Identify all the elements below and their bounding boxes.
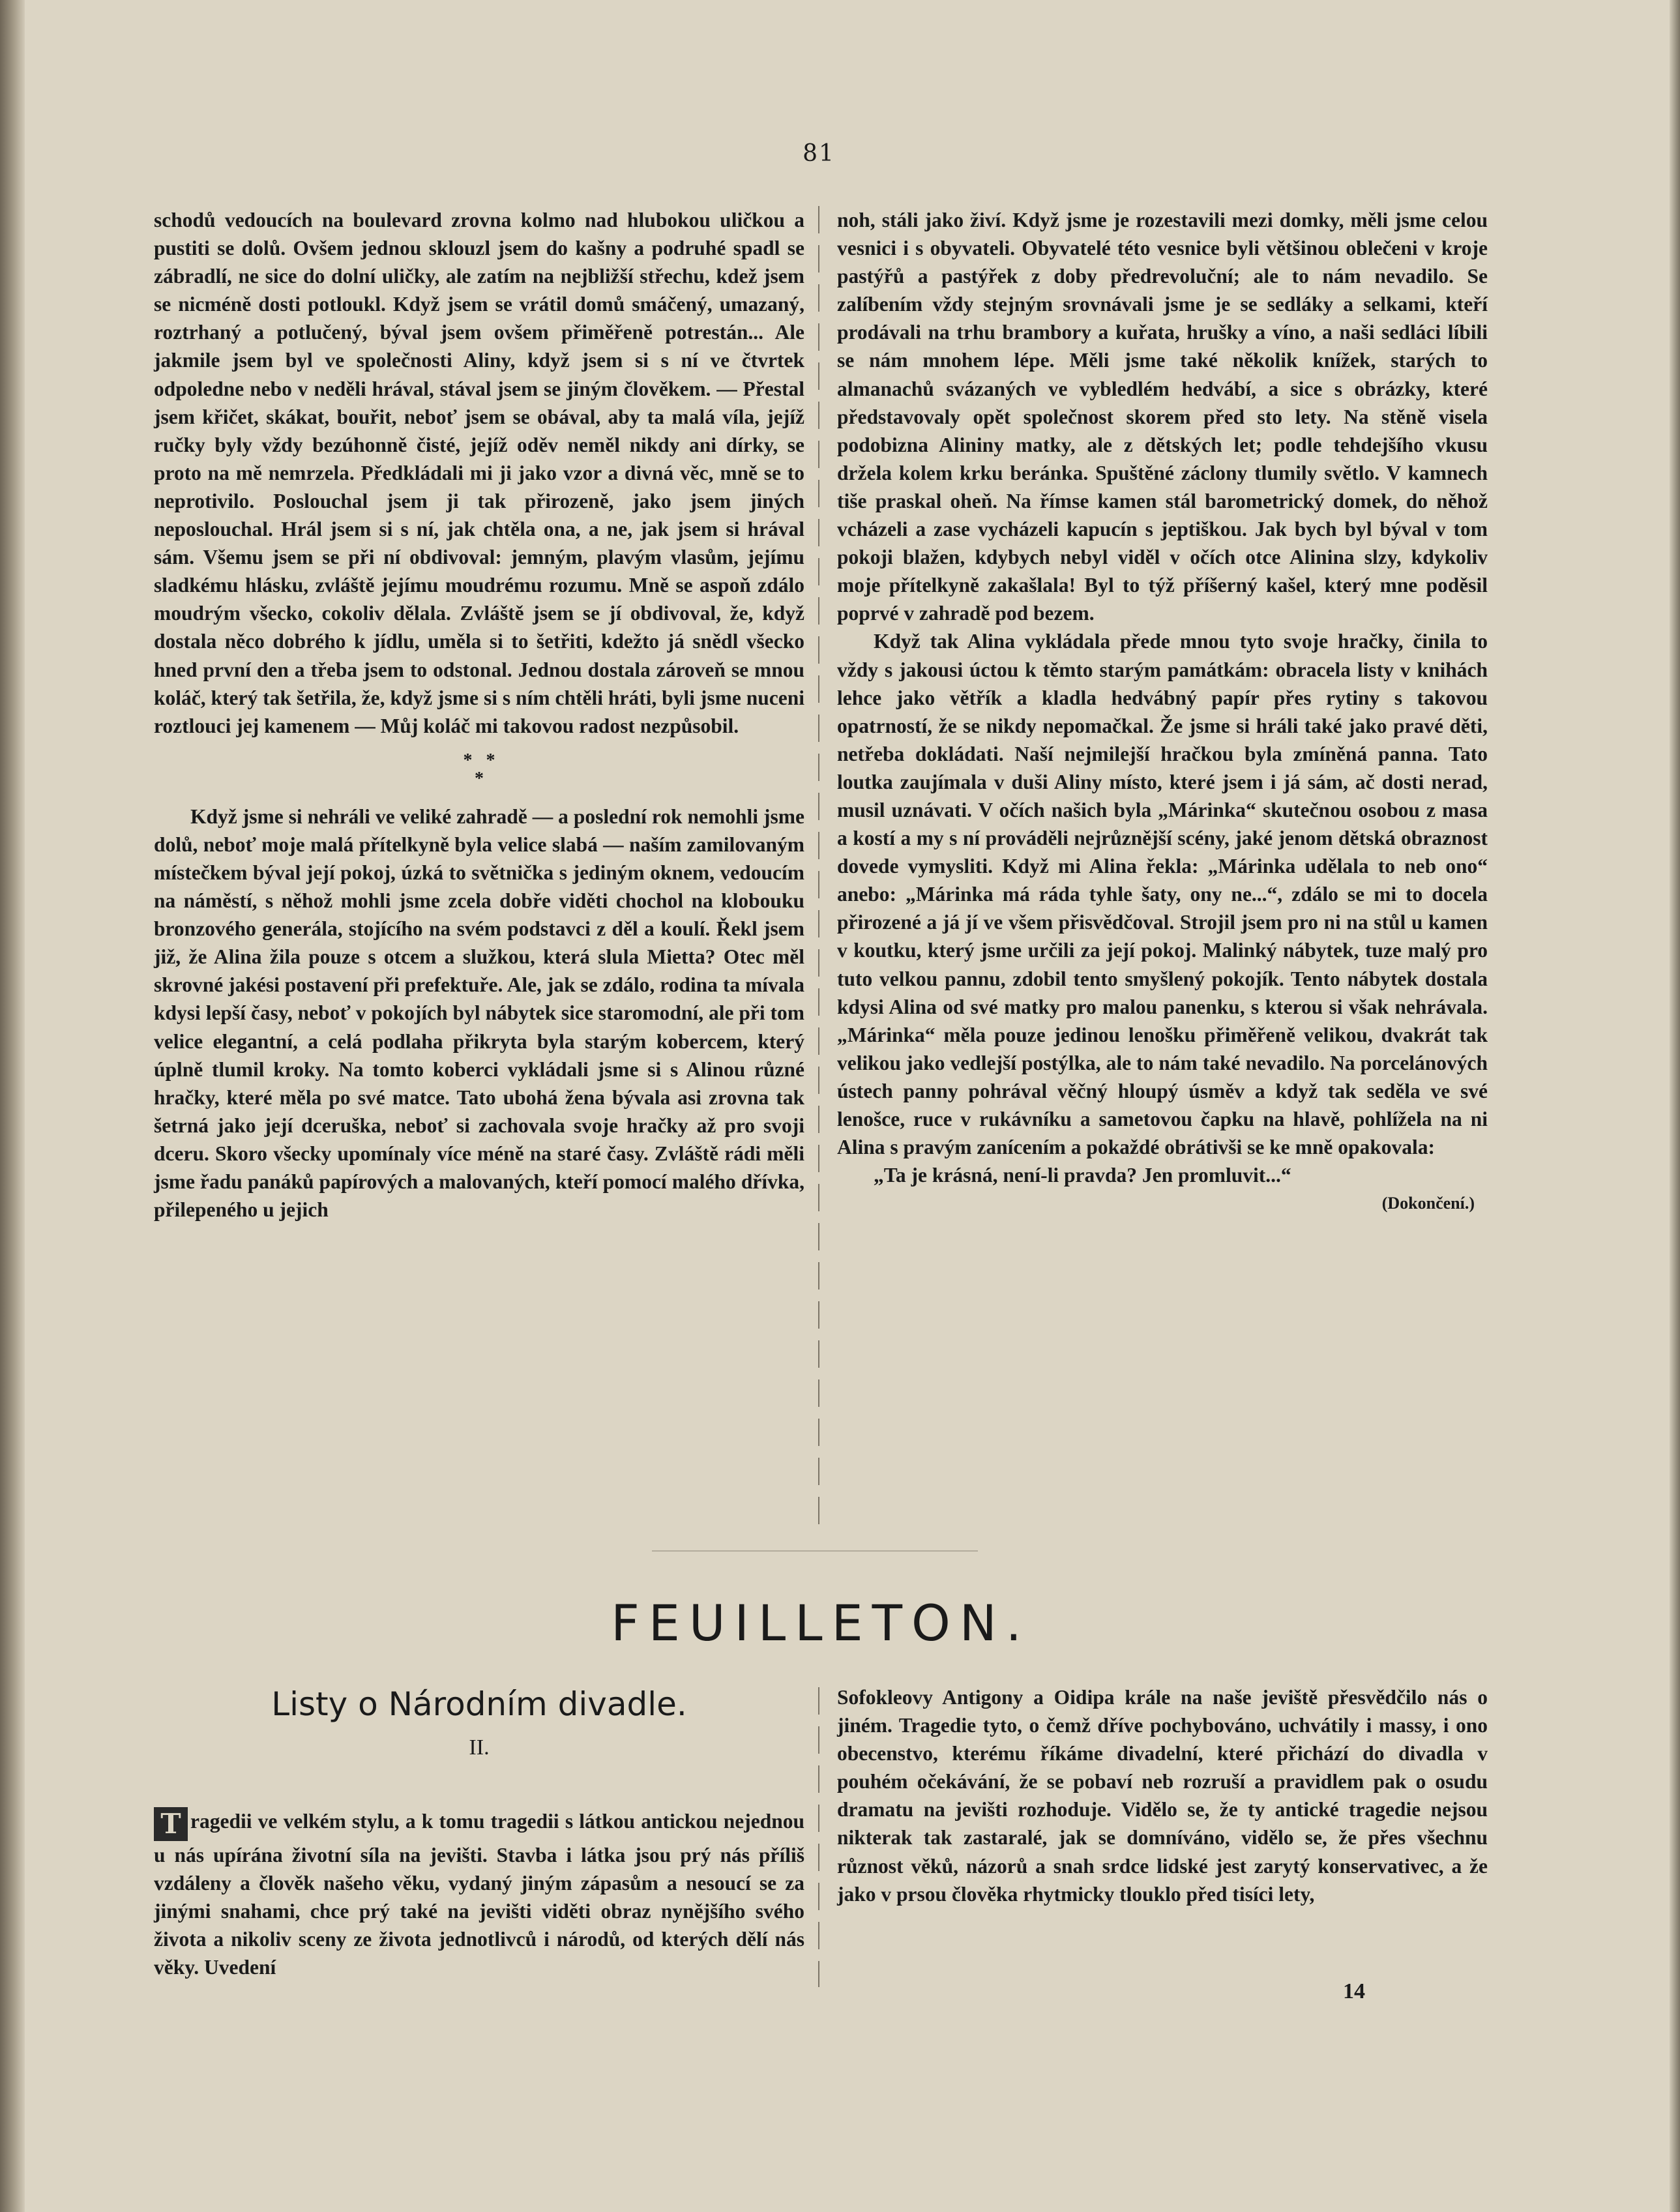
article-part-number: II.: [469, 1735, 490, 1760]
section-break-asterisks: * * *: [463, 750, 495, 789]
story-paragraph: noh, stáli jako živí. Když jsme je rozestavili mezi domky, měli jsme celou vesnici i s obyvateli. Obyvatelé této vesnice byli většinou oblečeni v kroje pastýřů a pastýřek z doby předrevoluční; ale to nám nevadilo. Se zalíbením vždy stejným srovnávali jsme je se sedláky a selkami, kteří prodávali na trhu brambory a kuřata, hrušky a víno, a naši sedláci líbili se nám mnohem lépe. Měli jsme také několik knížek, starých to almanachů svázaných ve vybledlém hedvábí, a sice s obrázky, které představovaly opět společnost skorem před sto lety. Na stěně visela podobizna Alininy matky, ale z dětských let; podle tehdejšího vkusu držela kolem krku beránka. Spuštěné záclony tlumily světlo. V kamnech tiše praskal oheň. Na římse kamen stál barometrický domek, do něhož vcházeli a zase vycházeli kapucín s jeptiškou. Jak bych byl býval v tom pokoji blažen, kdybych nebyl viděl v očích otce Alinina slzy, kdykoliv moje přítelkyně zakašlala! Byl to týž příšerný kašel, který mne poděsil poprvé v zahradě pod bezem.: [837, 209, 1488, 625]
continuation-note: (Dokončení.): [1381, 1194, 1475, 1213]
page-edge: [1670, 0, 1680, 2212]
sheet-signature-number: 14: [1343, 1979, 1365, 2003]
story-right-column: [837, 206, 1488, 1217]
page-number: 81: [803, 140, 835, 167]
story-paragraph: schodů vedoucích na boulevard zrovna kolmo nad hlubokou uličkou a pustiti se dolů. Ovšem jednou sklouzl jsem do kašny a podruhé spadl se zábradlí, ne sice do dolní uličky, ale zatím na nejbližší střechu, kdež jsem se nicméně dosti potloukl. Když jsem se vrátil domů smáčený, umazaný, roztrhaný a potlučený, býval jsem ovšem přiměřeně potrestán... Ale jakmile jsem byl ve společnosti Aliny, když jsem si s ní ve čtvrtek odpoledne nebo v neděli hrával, stával jsem se jiným člověkem. — Přestal jsem křičet, skákat, bouřit, neboť jsem se obával, aby ta malá víla, jejíž ručky byly vždy bezúhonně čisté, jejíž oděv neměl nikdy ani dírky, se proto na mě nemrzela. Předkládali mi ji jako vzor a divná věc, mně se to neprotivilo. Poslouchal jsem ji tak přirozeně, jako jsem jiných neposlouchal. Hrál jsem si s ní, jak chtěla ona, a ne, jak jsem si hrával sám. Všemu jsem se při ní obdivoval: jemným, plavým vlasům, jejímu sladkému hlásku, zvláště jejímu moudrému rozumu. Mně se aspoň zdálo moudrým všecko, cokoliv dělala. Zvláště jsem se jí obdivoval, že, když dostala něco dobrého k jídlu, uměla si to šetřiti, kdežto já snědl všecko hned první den a třeba jsem to odstonal. Jednou dostala zároveň se mnou koláč, který tak šetřila, že, když jsme si s ním chtěli hráti, byli jsme nuceni roztlouci jej kamenem — Můj koláč mi takovou radost nezpůsobil.: [154, 209, 804, 737]
feuilleton-heading: FEUILLETON.: [611, 1594, 1031, 1652]
story-left-column: [154, 206, 804, 1224]
drop-cap: T: [154, 1807, 188, 1841]
feuilleton-paragraph: Sofokleovy Antigony a Oidipa krále na naše jeviště přesvědčilo nás o jiném. Tragedie tyto, o čemž dříve pochybováno, uchvátily i massy, i ono obecenstvo, kterému říkáme divadelní, které přichází do divadla v pouhém očekávání, že se pobaví neb rozruší a pravidlem pak o osudu dramatu na jevišti rozhoduje. Vidělo se, že ty antické tragedie nejsou nikterak tak zastaralé, jak se domníváno, vidělo se, že přes všechnu různost věků, názorů a snah srdce lidské jest zarytý konservativec, a že jako v prsou člověka rhytmicky tlouklo před tisíci lety,: [837, 1686, 1488, 1906]
column-divider: [818, 1687, 819, 1987]
story-paragraph: „Ta je krásná, není-li pravda? Jen promluvit...“: [874, 1164, 1291, 1187]
column-divider: [818, 206, 819, 1536]
book-binding-shadow: [0, 0, 25, 2212]
feuilleton-right-column: [837, 1683, 1488, 1908]
article-title: Listy o Národním divadle.: [271, 1685, 687, 1723]
story-paragraph: Když tak Alina vykládala přede mnou tyto svoje hračky, činila to vždy s jakousi úctou k těmto starým památkám: obracela listy v knihách lehce jako větřík a kladla hedvábný papír přes rytiny s takovou opatrností, že se nikdy nepomačkal. Že jsme si hráli také jako pravé děti, netřeba dokládati. Naší nejmilejší hračkou byla zmíněná panna. Tato loutka zaujímala v duši Aliny místo, které jsem i já sám, ač dosti nerad, musil uznávati. V očích našich byla „Márinka“ skutečnou osobou z masa a kostí a my s ní prováděli nejrůznější scény, jaké jenom dětská obraznost dovede vymysliti. Když mi Alina řekla: „Márinka udělala to neb ono“ anebo: „Márinka má ráda tyhle šaty, ony ne...“, zdálo se mi to docela přirozené a já jí ve všem přisvědčoval. Strojil jsem pro ni na stůl u kamen v koutku, který jsme určili za její pokoj. Malinký nábytek, tuze malý pro tuto velkou pannu, zdobil tento smyšlený pokojík. Tento nábytek dostala kdysi Alina od své matky pro malou panenku, s kterou si však nehrávala. „Márinka“ měla pouze jedinou lenošku přiměřeně velikou, dvakrát tak velikou jako vedlejší postýlka, ale to nám také nevadilo. Na porcelánových ústech panny pohrával věčný hloupý úsměv a když tak seděla ve své lenošce, ruce v rukávníku a sametovou čapku na hlavě, pohlížela na ni Alina s pravým zanícením a pokaždé obrátivši se ke mně opakovala:: [837, 630, 1488, 1159]
story-paragraph: Když jsme si nehráli ve veliké zahradě — a poslední rok nemohli jsme dolů, neboť moje malá přítelkyně byla velice slabá — naším zamilovaným místečkem býval její pokoj, úzká to světnička s jediným oknem, vedoucím na náměstí, s něhož mohli jsme zcela dobře viděti chochol na klobouku bronzového generála, stojícího na svém podstavci z děl a koulí. Řekl jsem již, že Alina žila pouze s otcem a služkou, která slula Mietta? Otec měl skrovné jakési postavení při prefektuře. Ale, jak se zdálo, rodina ta mívala kdysi lepší časy, neboť v pokojích byl nábytek sice staromodní, ale při tom velice elegantní, a celá podlaha přikryta byla starým kobercem, který úplně tlumil kroky. Na tomto koberci vykládali jsme si s Alinou různé hračky, které měla po své matce. Tato ubohá žena bývala asi zrovna tak šetrná jako její dceruška, neboť si zachovala svoje hračky až pro svoji dceru. Skoro všecky upomínaly více méně na staré časy. Zvláště rádi měli jsme řadu panáků papírových a malovaných, kteří pomocí malého dřívka, přilepeného u jejich: [154, 804, 804, 1222]
section-rule: [652, 1550, 978, 1552]
feuilleton-left-column: [154, 1807, 804, 1981]
feuilleton-paragraph: ragedii ve velkém stylu, a k tomu tragedii s látkou antickou nejednou u nás upírána životní síla na jevišti. Stavba i látka jsou prý nás příliš vzdáleny a člověk našeho věku, vydaný jiným zápasům a nesoucí se za jinými snahami, chce prý také na jevišti viděti obraz nynějšího svého života a nikoliv sceny ze života jednotlivců i národů, od kterých dělí nás věky. Uvedení: [154, 1810, 804, 1979]
